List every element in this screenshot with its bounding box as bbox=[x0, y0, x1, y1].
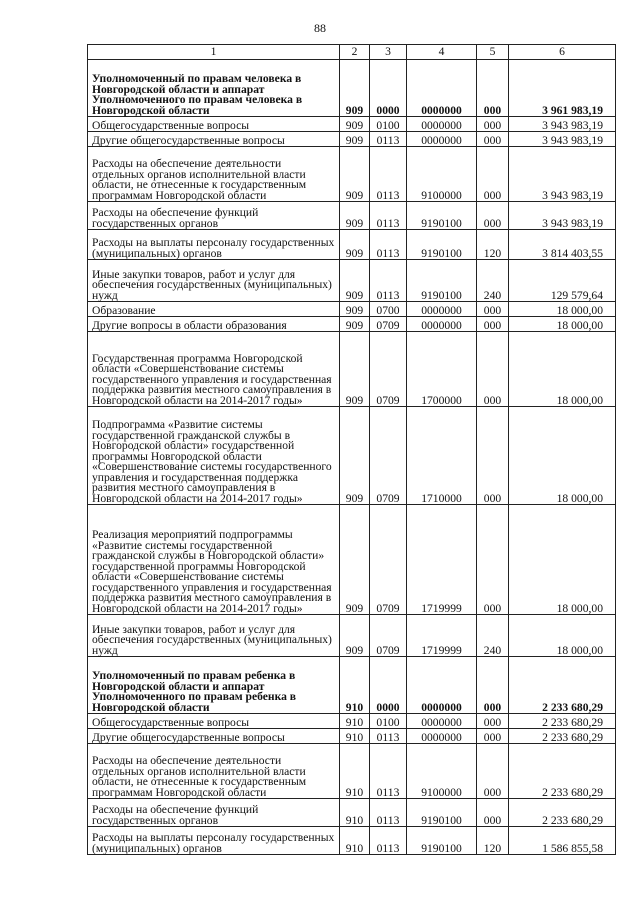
table-row bbox=[88, 117, 616, 132]
row-name-cell: Расходы на обеспечение деятельности отдельных органов исполнительной власти области, не отнесенные к государственным программам Новгородской области bbox=[88, 744, 340, 799]
row-target-cell: 9100000 bbox=[407, 744, 477, 799]
row-type-cell: 000 bbox=[477, 714, 509, 729]
row-section-cell: 0113 bbox=[370, 799, 407, 827]
table-row bbox=[88, 332, 616, 407]
row-target-cell: 1719999 bbox=[407, 505, 477, 615]
row-name-cell: Расходы на обеспечение функций государственных органов bbox=[88, 202, 340, 230]
table-row bbox=[88, 60, 616, 117]
row-type-cell: 000 bbox=[477, 302, 509, 317]
row-amount-cell: 2 233 680,29 bbox=[509, 744, 616, 799]
row-amount-cell: 3 943 983,19 bbox=[509, 147, 616, 202]
row-section-cell: 0113 bbox=[370, 744, 407, 799]
row-section-cell: 0113 bbox=[370, 202, 407, 230]
row-section-cell: 0709 bbox=[370, 317, 407, 332]
row-name-cell: Расходы на обеспечение деятельности отдельных органов исполнительной власти области, не отнесенные к государственным программам Новгородской области bbox=[88, 147, 340, 202]
column-header: 1 bbox=[88, 45, 340, 60]
row-code-cell: 909 bbox=[340, 147, 370, 202]
row-amount-cell: 18 000,00 bbox=[509, 615, 616, 657]
row-section-cell: 0113 bbox=[370, 827, 407, 855]
row-amount-cell: 2 233 680,29 bbox=[509, 714, 616, 729]
row-target-cell: 1710000 bbox=[407, 407, 477, 505]
row-type-cell: 000 bbox=[477, 132, 509, 147]
row-target-cell: 0000000 bbox=[407, 317, 477, 332]
column-header: 2 bbox=[340, 45, 370, 60]
row-section-cell: 0100 bbox=[370, 714, 407, 729]
row-type-cell: 240 bbox=[477, 615, 509, 657]
row-code-cell: 909 bbox=[340, 302, 370, 317]
row-target-cell: 0000000 bbox=[407, 132, 477, 147]
row-type-cell: 000 bbox=[477, 332, 509, 407]
row-target-cell: 0000000 bbox=[407, 714, 477, 729]
row-type-cell: 000 bbox=[477, 147, 509, 202]
row-target-cell: 9190100 bbox=[407, 827, 477, 855]
row-type-cell: 000 bbox=[477, 117, 509, 132]
row-code-cell: 909 bbox=[340, 60, 370, 117]
row-name-cell: Образование bbox=[88, 302, 340, 317]
row-section-cell: 0000 bbox=[370, 60, 407, 117]
row-type-cell: 000 bbox=[477, 744, 509, 799]
row-name-cell: Расходы на обеспечение функций государственных органов bbox=[88, 799, 340, 827]
row-code-cell: 910 bbox=[340, 714, 370, 729]
table-row bbox=[88, 827, 616, 855]
row-code-cell: 909 bbox=[340, 332, 370, 407]
row-code-cell: 910 bbox=[340, 827, 370, 855]
table-row bbox=[88, 799, 616, 827]
row-code-cell: 909 bbox=[340, 407, 370, 505]
table-row bbox=[88, 230, 616, 260]
row-amount-cell: 3 961 983,19 bbox=[509, 60, 616, 117]
row-amount-cell: 129 579,64 bbox=[509, 260, 616, 302]
row-target-cell: 0000000 bbox=[407, 302, 477, 317]
row-name-cell: Реализация мероприятий подпрограммы «Развитие системы государственной гражданской службы в Новгородской области» государственной программы Новгородской области «Совершенствование системы государственного управления и государственная поддержка развития местного самоуправления в Новгородской области на 2014-2017 годы» bbox=[88, 505, 340, 615]
row-section-cell: 0709 bbox=[370, 407, 407, 505]
column-header-row bbox=[88, 45, 616, 60]
table-row bbox=[88, 147, 616, 202]
table-row bbox=[88, 505, 616, 615]
table-row bbox=[88, 657, 616, 714]
row-section-cell: 0113 bbox=[370, 729, 407, 744]
row-name-cell: Общегосударственные вопросы bbox=[88, 117, 340, 132]
row-code-cell: 909 bbox=[340, 230, 370, 260]
row-name-cell: Иные закупки товаров, работ и услуг для обеспечения государственных (муниципальных) нужд bbox=[88, 615, 340, 657]
row-target-cell: 0000000 bbox=[407, 117, 477, 132]
row-target-cell: 9190100 bbox=[407, 230, 477, 260]
row-type-cell: 000 bbox=[477, 407, 509, 505]
row-type-cell: 000 bbox=[477, 657, 509, 714]
row-section-cell: 0113 bbox=[370, 230, 407, 260]
row-name-cell: Другие общегосударственные вопросы bbox=[88, 132, 340, 147]
row-name-cell: Уполномоченный по правам ребенка в Новгородской области и аппарат Уполномоченного по правам ребенка в Новгородской области bbox=[88, 657, 340, 714]
row-amount-cell: 3 943 983,19 bbox=[509, 202, 616, 230]
column-header: 6 bbox=[509, 45, 616, 60]
row-amount-cell: 18 000,00 bbox=[509, 332, 616, 407]
row-code-cell: 910 bbox=[340, 744, 370, 799]
budget-table bbox=[87, 44, 616, 855]
row-type-cell: 000 bbox=[477, 317, 509, 332]
row-amount-cell: 1 586 855,58 bbox=[509, 827, 616, 855]
row-name-cell: Государственная программа Новгородской области «Совершенствование системы государственного управления и государственная поддержка развития местного самоуправления в Новгородской области на 2014-2017 годы» bbox=[88, 332, 340, 407]
table-row bbox=[88, 714, 616, 729]
row-section-cell: 0113 bbox=[370, 132, 407, 147]
row-name-cell: Другие общегосударственные вопросы bbox=[88, 729, 340, 744]
row-type-cell: 000 bbox=[477, 729, 509, 744]
row-type-cell: 000 bbox=[477, 60, 509, 117]
table-row bbox=[88, 260, 616, 302]
row-section-cell: 0709 bbox=[370, 332, 407, 407]
row-target-cell: 9190100 bbox=[407, 202, 477, 230]
row-target-cell: 0000000 bbox=[407, 729, 477, 744]
row-section-cell: 0709 bbox=[370, 505, 407, 615]
row-amount-cell: 18 000,00 bbox=[509, 407, 616, 505]
row-section-cell: 0709 bbox=[370, 615, 407, 657]
row-code-cell: 910 bbox=[340, 729, 370, 744]
table-row bbox=[88, 729, 616, 744]
row-amount-cell: 3 943 983,19 bbox=[509, 117, 616, 132]
row-code-cell: 909 bbox=[340, 317, 370, 332]
row-name-cell: Расходы на выплаты персоналу государственных (муниципальных) органов bbox=[88, 827, 340, 855]
row-amount-cell: 18 000,00 bbox=[509, 505, 616, 615]
row-amount-cell: 3 814 403,55 bbox=[509, 230, 616, 260]
row-code-cell: 910 bbox=[340, 799, 370, 827]
row-amount-cell: 3 943 983,19 bbox=[509, 132, 616, 147]
row-type-cell: 000 bbox=[477, 505, 509, 615]
row-code-cell: 909 bbox=[340, 117, 370, 132]
row-code-cell: 909 bbox=[340, 132, 370, 147]
row-amount-cell: 2 233 680,29 bbox=[509, 729, 616, 744]
row-target-cell: 1700000 bbox=[407, 332, 477, 407]
row-target-cell: 9190100 bbox=[407, 260, 477, 302]
row-section-cell: 0113 bbox=[370, 260, 407, 302]
row-section-cell: 0113 bbox=[370, 147, 407, 202]
column-header: 3 bbox=[370, 45, 407, 60]
row-type-cell: 000 bbox=[477, 202, 509, 230]
row-section-cell: 0000 bbox=[370, 657, 407, 714]
row-target-cell: 1719999 bbox=[407, 615, 477, 657]
row-amount-cell: 2 233 680,29 bbox=[509, 799, 616, 827]
row-name-cell: Иные закупки товаров, работ и услуг для обеспечения государственных (муниципальных) нужд bbox=[88, 260, 340, 302]
row-target-cell: 9100000 bbox=[407, 147, 477, 202]
column-header: 5 bbox=[477, 45, 509, 60]
row-name-cell: Подпрограмма «Развитие системы государственной гражданской службы в Новгородской области» государственной программы Новгородской области «Совершенствование системы государственного управления и государственная поддержка развития местного самоуправления в Новгородской области на 2014-2017 годы» bbox=[88, 407, 340, 505]
table-row bbox=[88, 302, 616, 317]
row-type-cell: 120 bbox=[477, 827, 509, 855]
table-row bbox=[88, 317, 616, 332]
table-row bbox=[88, 615, 616, 657]
row-target-cell: 0000000 bbox=[407, 657, 477, 714]
table-row bbox=[88, 744, 616, 799]
table-row bbox=[88, 132, 616, 147]
row-section-cell: 0100 bbox=[370, 117, 407, 132]
row-section-cell: 0700 bbox=[370, 302, 407, 317]
row-name-cell: Расходы на выплаты персоналу государственных (муниципальных) органов bbox=[88, 230, 340, 260]
row-amount-cell: 18 000,00 bbox=[509, 302, 616, 317]
table-row bbox=[88, 202, 616, 230]
row-name-cell: Общегосударственные вопросы bbox=[88, 714, 340, 729]
row-target-cell: 0000000 bbox=[407, 60, 477, 117]
row-target-cell: 9190100 bbox=[407, 799, 477, 827]
row-code-cell: 909 bbox=[340, 615, 370, 657]
row-amount-cell: 18 000,00 bbox=[509, 317, 616, 332]
row-name-cell: Уполномоченный по правам человека в Новгородской области и аппарат Уполномоченного по правам человека в Новгородской области bbox=[88, 60, 340, 117]
column-header: 4 bbox=[407, 45, 477, 60]
row-code-cell: 910 bbox=[340, 657, 370, 714]
row-type-cell: 000 bbox=[477, 799, 509, 827]
row-code-cell: 909 bbox=[340, 202, 370, 230]
row-type-cell: 120 bbox=[477, 230, 509, 260]
row-type-cell: 240 bbox=[477, 260, 509, 302]
table-row bbox=[88, 407, 616, 505]
row-code-cell: 909 bbox=[340, 260, 370, 302]
row-code-cell: 909 bbox=[340, 505, 370, 615]
page-number: 88 bbox=[314, 21, 326, 35]
row-amount-cell: 2 233 680,29 bbox=[509, 657, 616, 714]
row-name-cell: Другие вопросы в области образования bbox=[88, 317, 340, 332]
